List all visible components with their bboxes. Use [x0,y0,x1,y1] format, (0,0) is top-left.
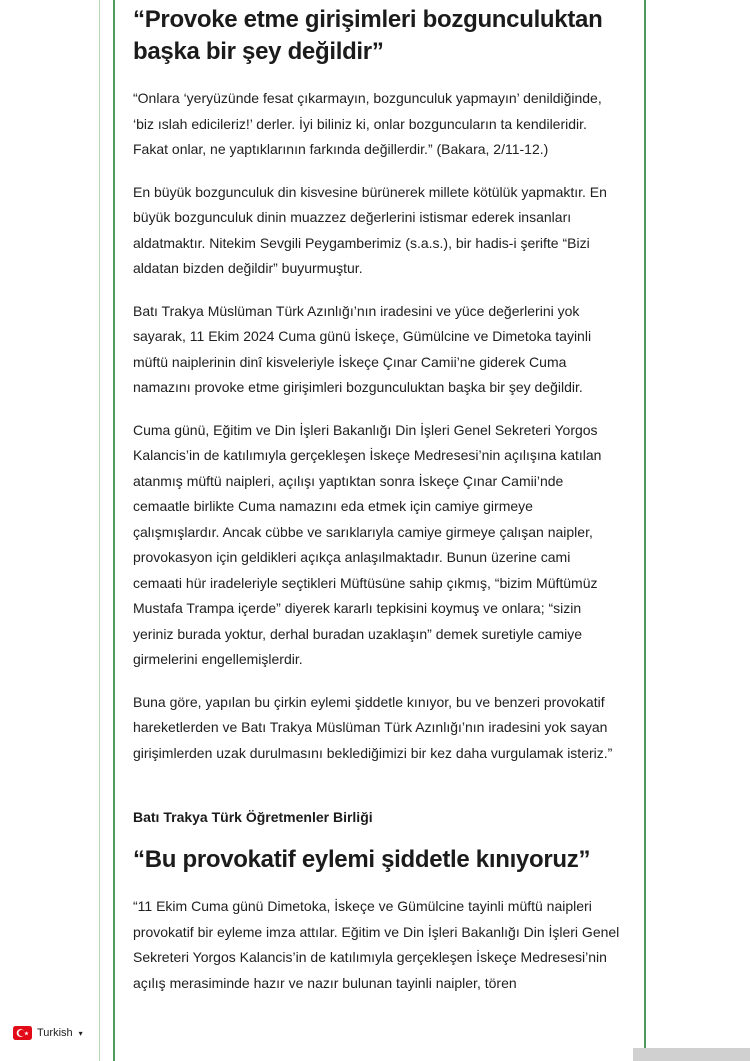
quoted-article [113,0,646,1061]
horizontal-scrollbar-thumb[interactable] [633,1048,750,1061]
outer-quote-line [99,0,100,1061]
translate-language-selector[interactable] [13,1026,83,1040]
turkish-flag-icon [13,1026,32,1040]
organization-name: Batı Trakya Türk Öğretmenler Birliği [133,809,373,825]
chevron-down-icon: ▾ [78,1028,83,1038]
article-paragraph: “11 Ekim Cuma günü Dimetoka, İskeçe ve Gümülcine tayinli müftü naipleri provokatif bir eyleme imza attılar. Eğitim ve Din İşleri Bakanlığı Din İşleri Genel Sekreteri Yorgos Kalancis’in de katılımıyla gerçekleşen İskeçe Medresesi’nin açılış merasiminde hazır ve nazır bulunan tayinli naipler, tören [133,898,620,991]
article-paragraph: Buna göre, yapılan bu çirkin eylemi şiddetle kınıyor, bu ve benzeri provokatif hareketlerden ve Batı Trakya Müslüman Türk Azınlığı’nın iradesini yok sayan girişimlerden uzak durulmasını beklediğimizi bir kez daha vurgulamak isteriz.” [133,693,613,761]
language-label: Turkish [37,1027,73,1039]
article-paragraph: Cuma günü, Eğitim ve Din İşleri Bakanlığı Din İşleri Genel Sekreteri Yorgos Kalancis’in de katılımıyla gerçekleşen İskeçe Medresesi’nin açılışına katılan atanmış müftü naipleri, açılışı yaptıktan sonra İskeçe Çınar Camii’nde cemaatle birlikte Cuma namazını eda etmek için camiye girmeye çalışmışlardır. Ancak cübbe ve sarıklarıyla camiye girmeye çalışan naipler, provokasyon için geldikleri açıkça anlaşılmaktadır. Bunun üzerine cami cemaati hür iradeleriyle seçtikleri Müftüsüne sahip çıkmış, “bizim Müftümüz Mustafa Trampa içerde” diyerek kararlı tepkisini koymuş ve onlara; “sizin yeriniz burada yoktur, derhal buradan uzaklaşın” demek suretiyle camiye girmelerini engellemişlerdir. [133,421,602,667]
article-paragraph: “Onlara ‘yeryüzünde fesat çıkarmayın, bozgunculuk yapmayın’ denildiğinde, ‘biz ıslah edicileriz!’ derler. İyi biliniz ki, onlar bozguncuların ta kendileridir. Fakat onlar, ne yaptıklarının farkında değillerdir.” (Bakara, 2/11-12.) [133,90,602,157]
article-paragraph: Batı Trakya Müslüman Türk Azınlığı’nın iradesini ve yüce değerlerini yok sayarak, 11 Ekim 2024 Cuma günü İskeçe, Gümülcine ve Dimetoka tayinli müftü naiplerinin dinî kisveleriyle İskeçe Çınar Camii’ne giderek Cuma namazını provoke etme girişimleri bozgunculuktan başka bir şey değildir. [133,302,592,395]
article-paragraph: En büyük bozgunculuk din kisvesine bürünerek millete kötülük yapmaktır. En büyük bozgunculuk dinin muazzez değerlerini istismar ederek insanları aldatmaktır. Nitekim Sevgili Peygamberimiz (s.a.s.), bir hadis-i şerifte “Bizi aldatan bizden değildir” buyurmuştur. [133,183,607,276]
article-title-1: “Provoke etme girişimleri bozgunculuktan başka bir şey değildir” [133,6,603,65]
article-title-2: “Bu provokatif eylemi şiddetle kınıyoruz” [133,846,591,873]
